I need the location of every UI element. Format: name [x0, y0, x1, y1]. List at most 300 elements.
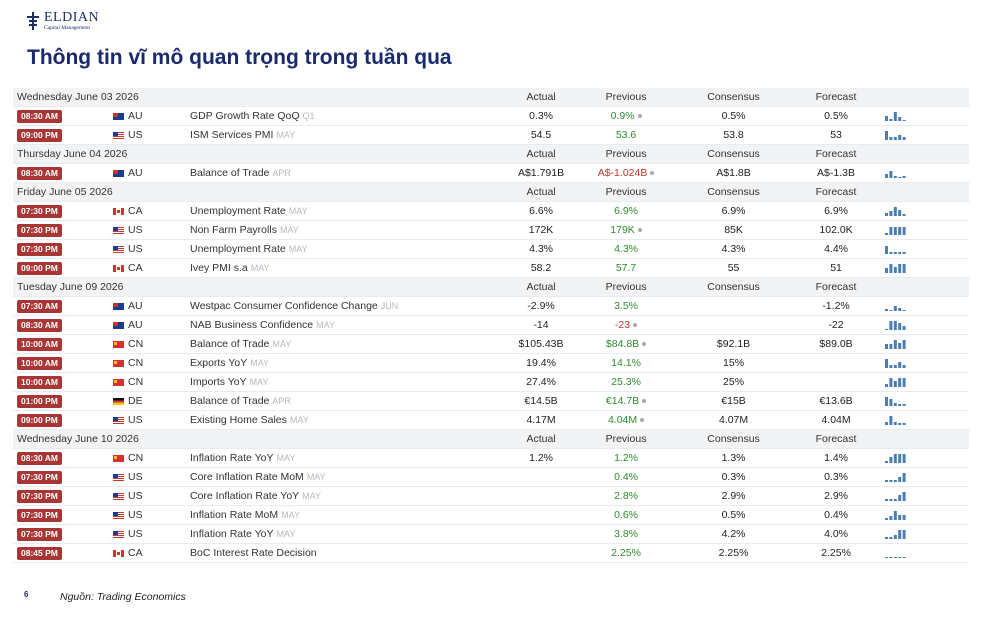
event-forecast: 0.5%: [791, 107, 881, 126]
sparkline-bar: [903, 310, 906, 311]
sparkline-bar: [885, 461, 888, 463]
event-sparkline-cell: [881, 392, 969, 411]
sparkline-bar: [889, 264, 892, 273]
event-sparkline-cell: [881, 525, 969, 544]
event-time-badge: 10:00 AM: [17, 376, 62, 389]
flag-cn-icon: [113, 455, 124, 462]
brand-name: ELDIAN: [44, 10, 100, 25]
event-sparkline-cell: [881, 259, 969, 278]
event-time-cell: [13, 259, 109, 278]
event-previous-cell: [576, 240, 676, 259]
sparkline-bar: [903, 326, 906, 330]
column-header-previous: Previous: [576, 183, 676, 202]
sparkline-bar: [903, 454, 906, 463]
event-time-badge: 01:00 PM: [17, 395, 62, 408]
sparkline-chart: [885, 509, 907, 521]
day-date: Wednesday June 10 2026: [13, 430, 506, 449]
event-name[interactable]: Balance of Trade: [190, 338, 270, 350]
event-consensus: 0.5%: [676, 107, 791, 126]
event-sparkline-cell: [881, 354, 969, 373]
event-name[interactable]: Core Inflation Rate MoM: [190, 471, 304, 483]
event-country: CA: [128, 262, 143, 274]
event-consensus: 2.25%: [676, 544, 791, 563]
event-name[interactable]: Existing Home Sales: [190, 414, 287, 426]
event-forecast: -22: [791, 316, 881, 335]
event-country: CN: [128, 376, 144, 388]
event-country: CA: [128, 205, 143, 217]
event-previous: 2.25%: [611, 547, 641, 559]
sparkline-bar: [903, 120, 906, 121]
event-country: AU: [128, 319, 143, 331]
sparkline-bar: [889, 457, 892, 463]
revision-dot-icon: [642, 399, 646, 403]
event-previous: 0.4%: [614, 471, 638, 483]
event-time-cell: [13, 373, 109, 392]
sparkline-bar: [903, 492, 906, 501]
event-previous: A$-1.024B: [597, 167, 648, 179]
event-actual: $105.43B: [506, 335, 576, 354]
sparkline-bar: [894, 365, 897, 368]
event-sparkline-cell: [881, 411, 969, 430]
event-sparkline-cell: [881, 335, 969, 354]
sparkline-bar: [903, 378, 906, 387]
day-header-row: [13, 145, 969, 164]
event-previous: 57.7: [615, 262, 637, 274]
event-row[interactable]: [13, 164, 969, 183]
event-previous-cell: [576, 202, 676, 221]
event-forecast: -1.2%: [791, 297, 881, 316]
flag-us-icon: [113, 474, 124, 481]
event-sparkline-cell: [881, 487, 969, 506]
event-name[interactable]: Balance of Trade: [190, 395, 270, 407]
event-name-cell: [186, 525, 506, 544]
event-name[interactable]: NAB Business Confidence: [190, 319, 314, 331]
event-country-cell: [109, 544, 186, 563]
flag-us-icon: [113, 493, 124, 500]
event-previous: $84.8B: [605, 338, 640, 350]
event-previous: 14.1%: [611, 357, 641, 369]
event-previous-cell: [576, 164, 676, 183]
event-time-badge: 07:30 PM: [17, 528, 62, 541]
sparkline-bar: [903, 176, 906, 178]
column-header-previous: Previous: [576, 278, 676, 297]
event-reference-period: MAY: [249, 377, 269, 387]
flag-ca-icon: [113, 550, 124, 557]
event-name-cell: [186, 373, 506, 392]
event-previous: 25.3%: [611, 376, 641, 388]
event-name[interactable]: Inflation Rate YoY: [190, 528, 274, 540]
event-time-cell: [13, 354, 109, 373]
sparkline-bar: [903, 530, 906, 539]
event-previous: 3.8%: [614, 528, 638, 540]
event-consensus: 6.9%: [676, 202, 791, 221]
event-consensus: 55: [676, 259, 791, 278]
event-consensus: 25%: [676, 373, 791, 392]
event-row[interactable]: [13, 506, 969, 525]
event-time-cell: [13, 449, 109, 468]
event-sparkline-cell: [881, 449, 969, 468]
event-time-cell: [13, 525, 109, 544]
event-name-cell: [186, 316, 506, 335]
sparkline-bar: [903, 557, 906, 558]
event-name[interactable]: Westpac Consumer Confidence Change: [190, 300, 378, 312]
event-country-cell: [109, 392, 186, 411]
event-sparkline-cell: [881, 164, 969, 183]
event-country: CN: [128, 338, 144, 350]
event-name-cell: [186, 107, 506, 126]
sparkline-bar: [889, 252, 892, 254]
event-row[interactable]: [13, 373, 969, 392]
event-reference-period: MAY: [288, 244, 308, 254]
event-row[interactable]: [13, 525, 969, 544]
sparkline-bar: [903, 515, 906, 520]
event-name-cell: [186, 392, 506, 411]
event-consensus: 0.5%: [676, 506, 791, 525]
event-previous: 53.6: [615, 129, 637, 141]
event-time-badge: 10:00 AM: [17, 357, 62, 370]
event-row[interactable]: [13, 240, 969, 259]
sparkline-bar: [898, 362, 901, 368]
event-previous: 0.9%: [610, 110, 635, 122]
event-actual: 0.3%: [506, 107, 576, 126]
event-country: US: [128, 490, 143, 502]
event-row[interactable]: [13, 126, 969, 145]
event-previous: 4.3%: [614, 243, 638, 255]
event-row[interactable]: [13, 297, 969, 316]
event-name[interactable]: Exports YoY: [190, 357, 248, 369]
event-row[interactable]: [13, 487, 969, 506]
event-sparkline-cell: [881, 373, 969, 392]
event-previous-cell: [576, 392, 676, 411]
flag-cn-icon: [113, 379, 124, 386]
sparkline-bar: [885, 329, 888, 330]
sparkline-bar: [894, 176, 897, 178]
event-row[interactable]: [13, 354, 969, 373]
event-consensus: A$1.8B: [676, 164, 791, 183]
column-header-actual: Actual: [506, 278, 576, 297]
event-time-badge: 09:00 PM: [17, 414, 62, 427]
event-row[interactable]: [13, 259, 969, 278]
event-name-cell: [186, 354, 506, 373]
event-consensus: 53.8: [676, 126, 791, 145]
event-actual: [506, 487, 576, 506]
sparkline-bar: [885, 213, 888, 216]
event-name[interactable]: Inflation Rate YoY: [190, 452, 274, 464]
event-sparkline-cell: [881, 221, 969, 240]
event-row[interactable]: [13, 392, 969, 411]
event-previous: 1.2%: [614, 452, 638, 464]
sparkline-chart: [885, 300, 907, 312]
sparkline-bar: [894, 267, 897, 273]
sparkline-bar: [889, 310, 892, 311]
event-sparkline-cell: [881, 316, 969, 335]
event-actual: 4.17M: [506, 411, 576, 430]
sparkline-bar: [885, 384, 888, 387]
event-consensus: [676, 297, 791, 316]
event-sparkline-cell: [881, 126, 969, 145]
flag-us-icon: [113, 531, 124, 538]
event-name-cell: [186, 506, 506, 525]
column-header-previous: Previous: [576, 145, 676, 164]
event-country-cell: [109, 240, 186, 259]
event-reference-period: MAY: [288, 206, 308, 216]
sparkline-bar: [903, 137, 906, 140]
event-name[interactable]: Balance of Trade: [190, 167, 270, 179]
sparkline-bar: [885, 480, 888, 482]
event-previous: 0.6%: [614, 509, 638, 521]
event-time-badge: 07:30 PM: [17, 471, 62, 484]
event-previous: 3.5%: [614, 300, 638, 312]
event-reference-period: MAY: [276, 453, 296, 463]
event-name-cell: [186, 468, 506, 487]
event-country: US: [128, 509, 143, 521]
day-date: Thursday June 04 2026: [13, 145, 506, 164]
event-country: US: [128, 528, 143, 540]
event-country-cell: [109, 506, 186, 525]
sparkline-chart: [885, 414, 907, 426]
event-row[interactable]: [13, 316, 969, 335]
flag-cn-icon: [113, 341, 124, 348]
sparkline-bar: [898, 177, 901, 178]
event-country-cell: [109, 468, 186, 487]
event-consensus: 4.3%: [676, 240, 791, 259]
event-forecast: €13.6B: [791, 392, 881, 411]
event-sparkline-cell: [881, 107, 969, 126]
event-country-cell: [109, 164, 186, 183]
event-name[interactable]: BoC Interest Rate Decision: [190, 547, 317, 559]
event-time-badge: 07:30 PM: [17, 490, 62, 503]
sparkline-chart: [885, 376, 907, 388]
event-consensus: 0.3%: [676, 468, 791, 487]
event-reference-period: MAY: [276, 529, 296, 539]
event-name[interactable]: GDP Growth Rate QoQ: [190, 110, 300, 122]
event-actual: 6.6%: [506, 202, 576, 221]
event-name[interactable]: Core Inflation Rate YoY: [190, 490, 300, 502]
event-country-cell: [109, 297, 186, 316]
event-forecast: 6.9%: [791, 202, 881, 221]
sparkline-bar: [898, 343, 901, 349]
event-actual: [506, 525, 576, 544]
event-consensus: 1.3%: [676, 449, 791, 468]
flag-us-icon: [113, 417, 124, 424]
sparkline-bar: [889, 516, 892, 520]
column-header-forecast: Forecast: [791, 145, 881, 164]
sparkline-bar: [894, 207, 897, 216]
event-forecast: 53: [791, 126, 881, 145]
sparkline-bar: [889, 211, 892, 216]
sparkline-bar: [885, 557, 888, 558]
sparkline-bar: [885, 246, 888, 254]
column-header-actual: Actual: [506, 430, 576, 449]
day-date: Tuesday June 09 2026: [13, 278, 506, 297]
event-previous: 179K: [610, 224, 635, 236]
event-row[interactable]: [13, 335, 969, 354]
sparkline-bar: [889, 399, 892, 406]
sparkline-bar: [889, 344, 892, 349]
sparkline-bar: [898, 252, 901, 254]
event-consensus: $92.1B: [676, 335, 791, 354]
event-country: US: [128, 414, 143, 426]
revision-dot-icon: [650, 171, 654, 175]
event-row[interactable]: [13, 544, 969, 563]
column-header-chart: [881, 145, 969, 164]
event-forecast: 4.4%: [791, 240, 881, 259]
event-name-cell: [186, 240, 506, 259]
economic-calendar-table: [13, 88, 969, 563]
sparkline-bar: [894, 321, 897, 330]
sparkline-bar: [885, 131, 888, 140]
event-time-badge: 07:30 PM: [17, 509, 62, 522]
event-time-badge: 07:30 AM: [17, 300, 62, 313]
event-row[interactable]: [13, 411, 969, 430]
event-reference-period: MAY: [289, 415, 309, 425]
sparkline-bar: [898, 135, 901, 140]
sparkline-bar: [898, 477, 901, 482]
event-country-cell: [109, 487, 186, 506]
event-time-cell: [13, 221, 109, 240]
column-header-forecast: Forecast: [791, 430, 881, 449]
sparkline-chart: [885, 262, 907, 274]
event-forecast: [791, 373, 881, 392]
sparkline-bar: [903, 365, 906, 368]
event-country-cell: [109, 259, 186, 278]
event-time-cell: [13, 335, 109, 354]
event-name[interactable]: Inflation Rate MoM: [190, 509, 279, 521]
event-row[interactable]: [13, 449, 969, 468]
event-country: CA: [128, 547, 143, 559]
event-name-cell: [186, 202, 506, 221]
flag-de-icon: [113, 398, 124, 405]
event-actual: A$1.791B: [506, 164, 576, 183]
sparkline-bar: [894, 112, 897, 121]
event-consensus: 85K: [676, 221, 791, 240]
event-previous-cell: [576, 335, 676, 354]
sparkline-bar: [889, 416, 892, 425]
event-country: US: [128, 224, 143, 236]
column-header-consensus: Consensus: [676, 183, 791, 202]
day-date: Wednesday June 03 2026: [13, 88, 506, 107]
event-actual: 1.2%: [506, 449, 576, 468]
event-previous-cell: [576, 506, 676, 525]
event-name[interactable]: Unemployment Rate: [190, 243, 286, 255]
event-forecast: 4.04M: [791, 411, 881, 430]
column-header-forecast: Forecast: [791, 278, 881, 297]
event-time-badge: 10:00 AM: [17, 338, 62, 351]
event-previous-cell: [576, 126, 676, 145]
event-forecast: 0.3%: [791, 468, 881, 487]
event-time-badge: 08:30 AM: [17, 452, 62, 465]
column-header-consensus: Consensus: [676, 278, 791, 297]
sparkline-bar: [903, 252, 906, 254]
revision-dot-icon: [638, 114, 642, 118]
event-name[interactable]: Non Farm Payrolls: [190, 224, 277, 236]
event-reference-period: MAY: [316, 320, 335, 330]
event-name-cell: [186, 259, 506, 278]
flag-au-icon: [113, 170, 124, 177]
revision-dot-icon: [638, 228, 642, 232]
event-name[interactable]: Imports YoY: [190, 376, 247, 388]
sparkline-bar: [894, 511, 897, 520]
event-country-cell: [109, 202, 186, 221]
event-time-cell: [13, 202, 109, 221]
event-row[interactable]: [13, 468, 969, 487]
sparkline-chart: [885, 547, 907, 559]
event-actual: €14.5B: [506, 392, 576, 411]
event-name-cell: [186, 411, 506, 430]
column-header-chart: [881, 88, 969, 107]
sparkline-bar: [894, 137, 897, 140]
event-country: CN: [128, 452, 144, 464]
event-previous: 4.04M: [607, 414, 638, 426]
event-previous-cell: [576, 468, 676, 487]
event-row[interactable]: [13, 202, 969, 221]
event-previous-cell: [576, 487, 676, 506]
column-header-chart: [881, 430, 969, 449]
event-previous-cell: [576, 373, 676, 392]
event-sparkline-cell: [881, 506, 969, 525]
event-country-cell: [109, 126, 186, 145]
event-country: DE: [128, 395, 143, 407]
event-time-cell: [13, 506, 109, 525]
sparkline-bar: [885, 309, 888, 311]
event-consensus: 15%: [676, 354, 791, 373]
sparkline-bar: [889, 365, 892, 368]
event-name-cell: [186, 221, 506, 240]
event-sparkline-cell: [881, 202, 969, 221]
event-consensus: [676, 316, 791, 335]
event-reference-period: MAY: [276, 130, 296, 140]
event-name-cell: [186, 449, 506, 468]
event-previous-cell: [576, 525, 676, 544]
column-header-forecast: Forecast: [791, 183, 881, 202]
event-name[interactable]: ISM Services PMI: [190, 129, 274, 141]
sparkline-chart: [885, 319, 907, 331]
event-name-cell: [186, 164, 506, 183]
event-actual: 172K: [506, 221, 576, 240]
column-header-actual: Actual: [506, 145, 576, 164]
event-consensus: €15B: [676, 392, 791, 411]
sparkline-bar: [889, 321, 892, 330]
event-reference-period: Q1: [302, 111, 315, 121]
event-row[interactable]: [13, 107, 969, 126]
event-country-cell: [109, 449, 186, 468]
sparkline-bar: [885, 422, 888, 425]
event-country-cell: [109, 354, 186, 373]
event-previous-cell: [576, 297, 676, 316]
event-name[interactable]: Ivey PMI s.a: [190, 262, 248, 274]
event-time-cell: [13, 164, 109, 183]
event-forecast: [791, 354, 881, 373]
sparkline-bar: [898, 378, 901, 387]
page-number: 6: [24, 590, 29, 599]
event-actual: 58.2: [506, 259, 576, 278]
sparkline-bar: [894, 499, 897, 501]
sparkline-chart: [885, 357, 907, 369]
sparkline-chart: [885, 395, 907, 407]
sparkline-bar: [898, 423, 901, 425]
event-forecast: 4.0%: [791, 525, 881, 544]
flag-us-icon: [113, 246, 124, 253]
event-row[interactable]: [13, 221, 969, 240]
sparkline-chart: [885, 490, 907, 502]
event-forecast: 0.4%: [791, 506, 881, 525]
event-name[interactable]: Unemployment Rate: [190, 205, 286, 217]
sparkline-bar: [885, 397, 888, 406]
flag-us-icon: [113, 227, 124, 234]
column-header-previous: Previous: [576, 88, 676, 107]
event-sparkline-cell: [881, 240, 969, 259]
event-actual: -2.9%: [506, 297, 576, 316]
